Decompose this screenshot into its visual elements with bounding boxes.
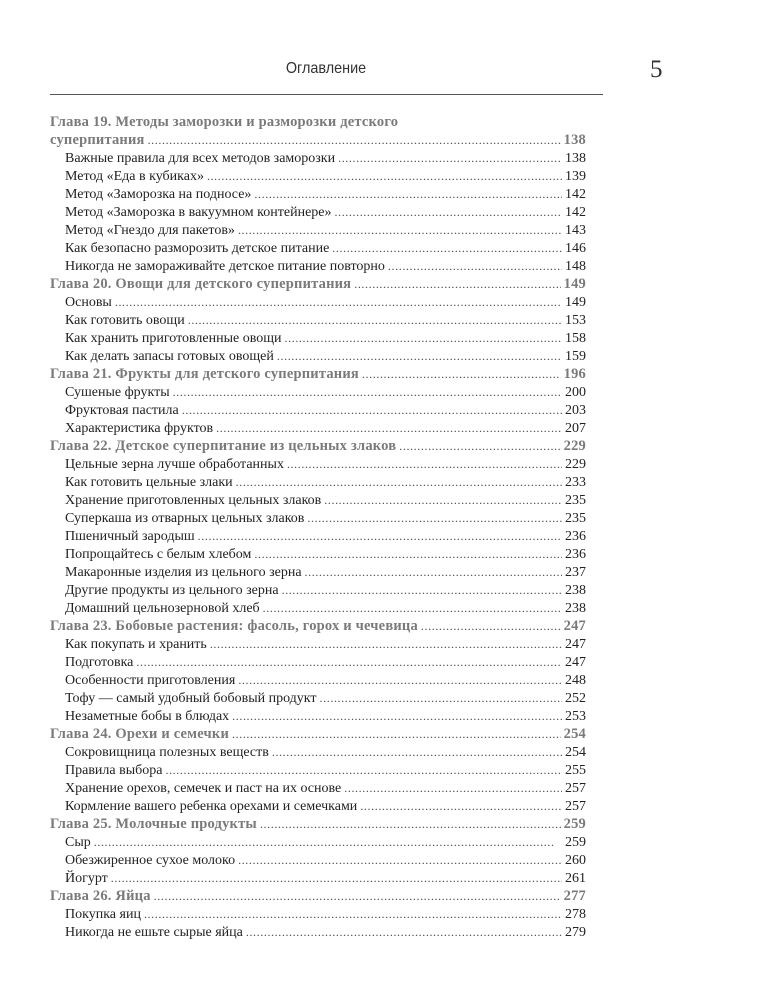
- section-title: Подготовка: [65, 655, 134, 670]
- dot-leader: [216, 419, 562, 438]
- dot-leader: [173, 383, 562, 402]
- section-title: Метод «Заморозка на подносе»: [65, 187, 252, 202]
- section-page: 247: [565, 655, 586, 670]
- section-title: Сушеные фрукты: [65, 385, 170, 400]
- chapter-page: 196: [563, 366, 586, 382]
- chapter-title: Глава 21. Фрукты для детского суперпитания: [50, 366, 359, 382]
- header-title: Оглавление: [285, 60, 367, 77]
- chapter-page: 247: [563, 618, 586, 634]
- section-entry[interactable]: [50, 239, 586, 257]
- section-entry[interactable]: [50, 779, 586, 797]
- dot-leader: [136, 653, 562, 672]
- section-page: 261: [565, 871, 586, 886]
- table-of-contents: [50, 113, 586, 941]
- section-page: 146: [565, 241, 586, 256]
- chapter-entry[interactable]: [50, 131, 586, 149]
- dot-leader: [338, 149, 562, 168]
- chapter-title: Глава 26. Яйца: [50, 888, 151, 904]
- section-title: Метод «Еда в кубиках»: [65, 169, 204, 184]
- section-entry[interactable]: [50, 851, 586, 869]
- section-title: Сокровищница полезных веществ: [65, 745, 269, 760]
- page-number: 5: [650, 56, 663, 83]
- section-entry[interactable]: [50, 581, 586, 599]
- section-page: 248: [565, 673, 586, 688]
- section-page: 237: [565, 565, 586, 580]
- dot-leader: [354, 275, 560, 293]
- section-page: 279: [565, 925, 586, 940]
- section-entry[interactable]: [50, 401, 586, 419]
- section-title: Важные правила для всех методов заморозки: [65, 151, 336, 166]
- section-title: Основы: [65, 295, 112, 310]
- chapter-page: 229: [563, 438, 586, 454]
- chapter-entry[interactable]: [50, 437, 586, 455]
- section-entry[interactable]: [50, 347, 586, 365]
- section-entry[interactable]: [50, 671, 586, 689]
- section-title: Как готовить цельные злаки: [65, 475, 233, 490]
- section-entry[interactable]: [50, 545, 586, 563]
- section-page: 238: [565, 601, 586, 616]
- section-title: Характеристика фруктов: [65, 421, 214, 436]
- section-entry[interactable]: [50, 203, 586, 221]
- section-entry[interactable]: [50, 257, 586, 275]
- section-title: Йогурт: [65, 871, 108, 886]
- section-entry[interactable]: [50, 311, 586, 329]
- section-page: 143: [565, 223, 586, 238]
- dot-leader: [238, 851, 562, 870]
- section-title: Как хранить приготовленные овощи: [65, 331, 282, 346]
- section-page: 229: [565, 457, 586, 472]
- dot-leader: [246, 923, 562, 942]
- section-entry[interactable]: [50, 599, 586, 617]
- section-title: Суперкаша из отварных цельных злаков: [65, 511, 305, 526]
- section-entry[interactable]: [50, 419, 586, 437]
- section-title: Особенности приготовления: [65, 673, 236, 688]
- section-page: 257: [565, 799, 586, 814]
- chapter-entry[interactable]: [50, 617, 586, 635]
- section-page: 253: [565, 709, 586, 724]
- chapter-page: 138: [563, 132, 586, 148]
- section-entry[interactable]: [50, 653, 586, 671]
- section-title: Пшеничный зародыш: [65, 529, 195, 544]
- section-title: Никогда не ешьте сырые яйца: [65, 925, 243, 940]
- section-page: 235: [565, 493, 586, 508]
- section-page: 259: [565, 835, 586, 850]
- section-title: Тофу — самый удобный бобовый продукт: [65, 691, 317, 706]
- section-entry[interactable]: [50, 563, 586, 581]
- section-page: 153: [565, 313, 586, 328]
- section-title: Сыр: [65, 835, 91, 850]
- dot-leader: [332, 239, 562, 258]
- section-entry[interactable]: [50, 491, 586, 509]
- section-entry[interactable]: [50, 689, 586, 707]
- section-page: 235: [565, 511, 586, 526]
- section-entry[interactable]: [50, 167, 586, 185]
- section-entry[interactable]: [50, 221, 586, 239]
- section-page: 254: [565, 745, 586, 760]
- section-title: Как безопасно разморозить детское питание: [65, 241, 330, 256]
- section-page: 158: [565, 331, 586, 346]
- dot-leader: [362, 365, 561, 383]
- section-title: Никогда не замораживайте детское питание повторно: [65, 259, 385, 274]
- section-page: 252: [565, 691, 586, 706]
- dot-leader: [399, 437, 560, 455]
- dot-leader: [421, 617, 561, 635]
- dot-leader: [165, 761, 562, 780]
- section-page: 260: [565, 853, 586, 868]
- section-page: 233: [565, 475, 586, 490]
- chapter-entry[interactable]: [50, 887, 586, 905]
- dot-leader: [188, 311, 562, 330]
- dot-leader: [111, 869, 562, 888]
- section-page: 159: [565, 349, 586, 364]
- header-rule: [50, 94, 603, 95]
- section-entry[interactable]: [50, 149, 586, 167]
- dot-leader: [285, 329, 562, 348]
- dot-leader: [272, 743, 562, 762]
- section-entry[interactable]: [50, 761, 586, 779]
- chapter-entry[interactable]: [50, 725, 586, 743]
- dot-leader: [254, 545, 562, 564]
- dot-leader: [277, 347, 562, 366]
- section-page: 149: [565, 295, 586, 310]
- chapter-entry[interactable]: [50, 365, 586, 383]
- section-entry[interactable]: [50, 905, 586, 923]
- section-page: 255: [565, 763, 586, 778]
- chapter-title: Глава 22. Детское суперпитание из цельных злаков: [50, 438, 397, 454]
- section-title: Как готовить овощи: [65, 313, 185, 328]
- section-title: Как покупать и хранить: [65, 637, 207, 652]
- section-entry[interactable]: [50, 185, 586, 203]
- section-page: 142: [565, 205, 586, 220]
- section-page: 238: [565, 583, 586, 598]
- section-page: 203: [565, 403, 586, 418]
- section-title: Правила выбора: [65, 763, 163, 778]
- dot-leader: [210, 635, 562, 654]
- section-title: Другие продукты из цельного зерна: [65, 583, 279, 598]
- section-title: Кормление вашего ребенка орехами и семечками: [65, 799, 358, 814]
- dot-leader: [254, 185, 562, 204]
- section-entry[interactable]: [50, 455, 586, 473]
- section-entry[interactable]: [50, 383, 586, 401]
- dot-leader: [238, 221, 562, 240]
- section-page: 207: [565, 421, 586, 436]
- chapter-entry[interactable]: [50, 275, 586, 293]
- dot-leader: [144, 905, 562, 924]
- dot-leader: [148, 131, 561, 149]
- section-entry[interactable]: [50, 329, 586, 347]
- section-entry[interactable]: [50, 527, 586, 545]
- section-title: Попрощайтесь с белым хлебом: [65, 547, 252, 562]
- dot-leader: [324, 491, 562, 510]
- section-page: 236: [565, 547, 586, 562]
- section-entry[interactable]: [50, 797, 586, 815]
- section-title: Метод «Заморозка в вакуумном контейнере»: [65, 205, 332, 220]
- section-entry[interactable]: [50, 509, 586, 527]
- section-title: Незаметные бобы в блюдах: [65, 709, 230, 724]
- dot-leader: [207, 167, 562, 186]
- section-entry[interactable]: [50, 473, 586, 491]
- section-title: Цельные зерна лучше обработанных: [65, 457, 284, 472]
- chapter-entry[interactable]: [50, 815, 586, 833]
- dot-leader: [388, 257, 562, 276]
- dot-leader: [287, 455, 562, 474]
- chapter-title: Глава 20. Овощи для детского суперпитания: [50, 276, 352, 292]
- section-entry[interactable]: [50, 869, 586, 887]
- section-title: Как делать запасы готовых овощей: [65, 349, 274, 364]
- chapter-title-line: Глава 19. Методы заморозки и разморозки детского: [50, 114, 399, 130]
- chapter-page: 259: [563, 816, 586, 832]
- section-entry[interactable]: [50, 635, 586, 653]
- dot-leader: [154, 887, 561, 905]
- dot-leader: [360, 797, 562, 816]
- section-page: 278: [565, 907, 586, 922]
- chapter-page: 254: [563, 726, 586, 742]
- dot-leader: [335, 203, 563, 222]
- section-page: 138: [565, 151, 586, 166]
- dot-leader: [320, 689, 562, 708]
- section-title: Макаронные изделия из цельного зерна: [65, 565, 302, 580]
- section-title: Хранение приготовленных цельных злаков: [65, 493, 322, 508]
- dot-leader: [305, 563, 562, 582]
- section-title: Домашний цельнозерновой хлеб: [65, 601, 260, 616]
- dot-leader: [198, 527, 562, 546]
- section-entry[interactable]: [50, 833, 586, 851]
- dot-leader: [307, 509, 562, 528]
- dot-leader: [232, 707, 562, 726]
- dot-leader: [182, 401, 562, 420]
- dot-leader: [94, 833, 562, 852]
- chapter-title: Глава 24. Орехи и семечки: [50, 726, 230, 742]
- chapter-title: суперпитания: [50, 132, 145, 148]
- section-title: Метод «Гнездо для пакетов»: [65, 223, 235, 238]
- dot-leader: [260, 815, 561, 833]
- section-page: 200: [565, 385, 586, 400]
- section-title: Хранение орехов, семечек и паст на их основе: [65, 781, 342, 796]
- dot-leader: [344, 779, 562, 798]
- section-entry[interactable]: [50, 743, 586, 761]
- section-page: 148: [565, 259, 586, 274]
- section-entry[interactable]: [50, 707, 586, 725]
- section-page: 139: [565, 169, 586, 184]
- chapter-title: Глава 25. Молочные продукты: [50, 816, 257, 832]
- chapter-title: Глава 23. Бобовые растения: фасоль, горох и чечевица: [50, 618, 418, 634]
- chapter-page: 149: [563, 276, 586, 292]
- section-entry[interactable]: [50, 923, 586, 941]
- chapter-page: 277: [563, 888, 586, 904]
- section-title: Покупка яиц: [65, 907, 141, 922]
- section-title: Обезжиренное сухое молоко: [65, 853, 236, 868]
- section-title: Фруктовая пастила: [65, 403, 179, 418]
- dot-leader: [232, 725, 561, 743]
- section-entry[interactable]: [50, 293, 586, 311]
- section-page: 257: [565, 781, 586, 796]
- section-page: 142: [565, 187, 586, 202]
- dot-leader: [263, 599, 562, 618]
- section-page: 236: [565, 529, 586, 544]
- dot-leader: [115, 293, 562, 312]
- dot-leader: [282, 581, 562, 600]
- dot-leader: [236, 473, 562, 492]
- section-page: 247: [565, 637, 586, 652]
- dot-leader: [238, 671, 562, 690]
